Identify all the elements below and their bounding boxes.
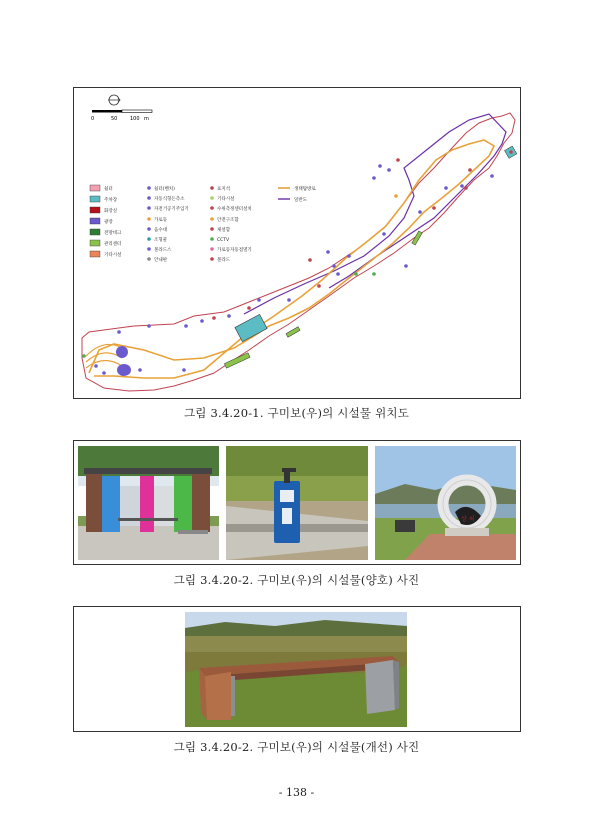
legend-point-2-4: 제설함	[217, 228, 231, 233]
legend-line-1: 일반도	[294, 198, 308, 203]
legend-area-2: 화장실	[104, 209, 118, 214]
scale-zero: 0	[91, 116, 95, 122]
figure-1-caption: 그림 3.4.20-1. 구미보(우)의 시설물 위치도	[183, 406, 410, 420]
legend-point-1-7: 안내판	[154, 258, 168, 263]
legend-points-1	[147, 185, 189, 263]
page-number: - 138 -	[278, 786, 315, 799]
facility-points	[82, 150, 513, 375]
legend-point-1-0: 쉼터(벤치)	[154, 187, 175, 192]
legend-areas	[90, 185, 122, 258]
park-boundary	[82, 113, 515, 391]
legend-point-1-5: 조형물	[154, 238, 168, 243]
legend-point-2-2: 수위측정센터설치	[217, 207, 252, 212]
legend-line-0: 생태탐방로	[294, 187, 316, 192]
legend-area-4: 전망데크	[104, 231, 122, 236]
photo-wooden-bench	[185, 612, 407, 727]
scale-bar	[91, 110, 152, 122]
legend-point-2-3: 안전구조함	[217, 218, 239, 223]
site-map-frame	[73, 87, 521, 399]
deck-area-2	[286, 327, 300, 337]
legend-point-1-4: 음수대	[154, 228, 168, 233]
legend-point-1-3: 가로등	[154, 218, 168, 223]
north-arrow-icon	[108, 95, 120, 105]
legend-point-2-1: 기타시설	[217, 197, 235, 202]
legend-point-2-5: CCTV	[217, 238, 230, 243]
legend-points-2	[210, 185, 252, 263]
photo-facility-kiosk	[78, 446, 219, 560]
figure-2-caption: 그림 3.4.20-2. 구미보(우)의 시설물(양호) 사진	[173, 573, 420, 587]
legend-point-1-6: 볼라드스	[154, 248, 172, 253]
scale-max: 100	[130, 116, 140, 122]
photo-ring-sculpture	[375, 446, 516, 560]
legend-lines	[278, 185, 316, 203]
legend-point-2-7: 볼라드	[217, 258, 231, 263]
scale-unit: m	[144, 116, 149, 122]
plaza-area	[116, 346, 128, 358]
figure-3-caption: 그림 3.4.20-2. 구미보(우)의 시설물(개선) 사진	[173, 740, 420, 754]
legend-area-6: 기타시설	[104, 253, 122, 258]
legend-point-2-0: 표지석	[217, 187, 231, 192]
legend-point-1-1: 자동식형돈측소	[154, 197, 185, 202]
site-map	[74, 88, 520, 398]
sculpture-inscription: 상 처	[461, 516, 475, 523]
scale-mid: 50	[111, 116, 118, 122]
photo-bicycle-air-pump	[226, 446, 368, 560]
legend-area-3: 광장	[104, 220, 113, 225]
legend-point-1-2: 자전거공기주입기	[154, 207, 189, 212]
plaza-area-2	[117, 364, 131, 376]
legend-area-0: 쉼터	[104, 187, 113, 192]
legend-area-5: 관리센터	[104, 242, 122, 247]
legend-point-2-6: 가로등자동점멸기	[217, 248, 252, 253]
management-center-area	[224, 353, 250, 369]
legend-area-1: 주차장	[104, 198, 118, 203]
